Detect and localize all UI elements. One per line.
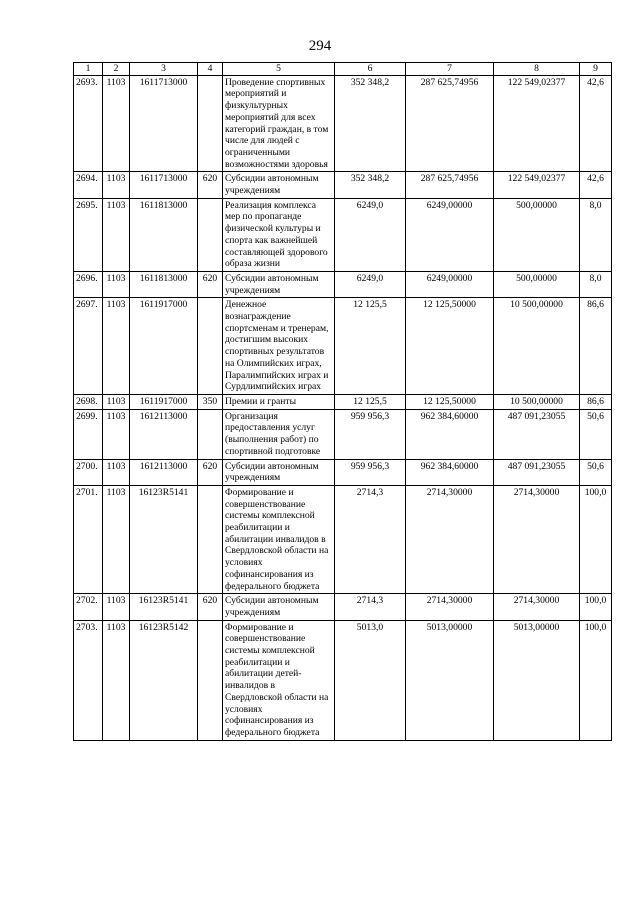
value-col9: 8,0 bbox=[580, 198, 612, 271]
value-col9: 50,6 bbox=[580, 459, 612, 485]
target-code: 16123R5142 bbox=[130, 620, 198, 740]
item-name: Проведение спортивных мероприятий и физкультурных мероприятий для всех категорий граждан, в том числе для людей с ограниченными возможностями здоровья bbox=[223, 75, 335, 172]
target-code: 1611917000 bbox=[130, 298, 198, 395]
expense-type bbox=[198, 409, 223, 459]
column-header: 8 bbox=[494, 63, 580, 76]
expense-type bbox=[198, 298, 223, 395]
page-number: 294 bbox=[308, 38, 332, 54]
value-col9: 8,0 bbox=[580, 271, 612, 297]
target-code: 1612113000 bbox=[130, 459, 198, 485]
item-name: Формирование и совершенствование системы комплексной реабилитации и абилитации инвалидов в Свердловской области на условиях софинансирования из федерального бюджета bbox=[223, 485, 335, 593]
column-header: 9 bbox=[580, 63, 612, 76]
value-col9: 50,6 bbox=[580, 409, 612, 459]
item-name: Субсидии автономным учреждениям bbox=[223, 594, 335, 620]
value-col9: 100,0 bbox=[580, 620, 612, 740]
expense-type: 620 bbox=[198, 459, 223, 485]
value-col8: 2714,30000 bbox=[494, 594, 580, 620]
expense-type bbox=[198, 620, 223, 740]
column-header: 7 bbox=[406, 63, 494, 76]
item-name: Формирование и совершенствование системы комплексной реабилитации и абилитации детей-инвалидов в Свердловской области на условиях софинансирования из федерального бюджета bbox=[223, 620, 335, 740]
row-number: 2699. bbox=[74, 409, 103, 459]
table-row bbox=[74, 298, 612, 395]
value-col7: 2714,30000 bbox=[406, 485, 494, 593]
table-row bbox=[74, 409, 612, 459]
target-code: 1611813000 bbox=[130, 198, 198, 271]
target-code: 1612113000 bbox=[130, 409, 198, 459]
value-col6: 2714,3 bbox=[335, 594, 406, 620]
section-code: 1103 bbox=[103, 75, 130, 172]
value-col7: 962 384,60000 bbox=[406, 459, 494, 485]
value-col7: 287 625,74956 bbox=[406, 75, 494, 172]
value-col7: 2714,30000 bbox=[406, 594, 494, 620]
row-number: 2697. bbox=[74, 298, 103, 395]
value-col9: 86,6 bbox=[580, 298, 612, 395]
table-row bbox=[74, 459, 612, 485]
value-col6: 5013,0 bbox=[335, 620, 406, 740]
column-header: 6 bbox=[335, 63, 406, 76]
value-col8: 487 091,23055 bbox=[494, 459, 580, 485]
target-code: 1611713000 bbox=[130, 172, 198, 198]
expense-type: 620 bbox=[198, 271, 223, 297]
section-code: 1103 bbox=[103, 485, 130, 593]
section-code: 1103 bbox=[103, 620, 130, 740]
table-row bbox=[74, 271, 612, 297]
value-col8: 10 500,00000 bbox=[494, 394, 580, 409]
table-row bbox=[74, 198, 612, 271]
section-code: 1103 bbox=[103, 594, 130, 620]
value-col6: 12 125,5 bbox=[335, 298, 406, 395]
row-number: 2695. bbox=[74, 198, 103, 271]
section-code: 1103 bbox=[103, 198, 130, 271]
value-col8: 5013,00000 bbox=[494, 620, 580, 740]
section-code: 1103 bbox=[103, 298, 130, 395]
table-row bbox=[74, 75, 612, 172]
row-number: 2696. bbox=[74, 271, 103, 297]
section-code: 1103 bbox=[103, 459, 130, 485]
target-code: 16123R5141 bbox=[130, 485, 198, 593]
value-col6: 6249,0 bbox=[335, 271, 406, 297]
item-name: Реализация комплекса мер по пропаганде физической культуры и спорта как важнейшей составляющей здорового образа жизни bbox=[223, 198, 335, 271]
value-col7: 962 384,60000 bbox=[406, 409, 494, 459]
value-col6: 2714,3 bbox=[335, 485, 406, 593]
value-col8: 122 549,02377 bbox=[494, 75, 580, 172]
value-col7: 12 125,50000 bbox=[406, 394, 494, 409]
value-col6: 959 956,3 bbox=[335, 459, 406, 485]
column-header: 5 bbox=[223, 63, 335, 76]
row-number: 2701. bbox=[74, 485, 103, 593]
value-col9: 86,6 bbox=[580, 394, 612, 409]
target-code: 16123R5141 bbox=[130, 594, 198, 620]
item-name: Организация предоставления услуг (выполнения работ) по спортивной подготовке bbox=[223, 409, 335, 459]
value-col9: 42,6 bbox=[580, 172, 612, 198]
value-col7: 6249,00000 bbox=[406, 198, 494, 271]
item-name: Субсидии автономным учреждениям bbox=[223, 271, 335, 297]
table-row bbox=[74, 594, 612, 620]
expense-type bbox=[198, 198, 223, 271]
row-number: 2698. bbox=[74, 394, 103, 409]
row-number: 2703. bbox=[74, 620, 103, 740]
section-code: 1103 bbox=[103, 172, 130, 198]
table-row bbox=[74, 485, 612, 593]
value-col8: 487 091,23055 bbox=[494, 409, 580, 459]
row-number: 2694. bbox=[74, 172, 103, 198]
value-col6: 352 348,2 bbox=[335, 172, 406, 198]
table-row bbox=[74, 394, 612, 409]
item-name: Субсидии автономным учреждениям bbox=[223, 172, 335, 198]
row-number: 2693. bbox=[74, 75, 103, 172]
value-col8: 122 549,02377 bbox=[494, 172, 580, 198]
value-col8: 2714,30000 bbox=[494, 485, 580, 593]
value-col8: 500,00000 bbox=[494, 271, 580, 297]
value-col7: 12 125,50000 bbox=[406, 298, 494, 395]
column-header: 2 bbox=[103, 63, 130, 76]
value-col9: 100,0 bbox=[580, 485, 612, 593]
header-row bbox=[74, 63, 612, 76]
table-row bbox=[74, 172, 612, 198]
column-header: 1 bbox=[74, 63, 103, 76]
value-col8: 500,00000 bbox=[494, 198, 580, 271]
expense-type: 620 bbox=[198, 172, 223, 198]
value-col6: 6249,0 bbox=[335, 198, 406, 271]
expense-type bbox=[198, 75, 223, 172]
value-col8: 10 500,00000 bbox=[494, 298, 580, 395]
section-code: 1103 bbox=[103, 271, 130, 297]
section-code: 1103 bbox=[103, 394, 130, 409]
value-col9: 100,0 bbox=[580, 594, 612, 620]
target-code: 1611917000 bbox=[130, 394, 198, 409]
budget-table bbox=[73, 62, 612, 741]
value-col7: 5013,00000 bbox=[406, 620, 494, 740]
target-code: 1611813000 bbox=[130, 271, 198, 297]
value-col9: 42,6 bbox=[580, 75, 612, 172]
item-name: Субсидии автономным учреждениям bbox=[223, 459, 335, 485]
column-header: 4 bbox=[198, 63, 223, 76]
section-code: 1103 bbox=[103, 409, 130, 459]
value-col6: 352 348,2 bbox=[335, 75, 406, 172]
table-row bbox=[74, 620, 612, 740]
value-col6: 959 956,3 bbox=[335, 409, 406, 459]
row-number: 2700. bbox=[74, 459, 103, 485]
value-col7: 287 625,74956 bbox=[406, 172, 494, 198]
expense-type: 620 bbox=[198, 594, 223, 620]
expense-type bbox=[198, 485, 223, 593]
target-code: 1611713000 bbox=[130, 75, 198, 172]
column-header: 3 bbox=[130, 63, 198, 76]
item-name: Премии и гранты bbox=[223, 394, 335, 409]
value-col7: 6249,00000 bbox=[406, 271, 494, 297]
item-name: Денежное вознаграждение спортсменам и тренерам, достигшим высоких спортивных результатов на Олимпийских играх, Паралимпийских играх и Сурдлимпийских играх bbox=[223, 298, 335, 395]
row-number: 2702. bbox=[74, 594, 103, 620]
value-col6: 12 125,5 bbox=[335, 394, 406, 409]
expense-type: 350 bbox=[198, 394, 223, 409]
